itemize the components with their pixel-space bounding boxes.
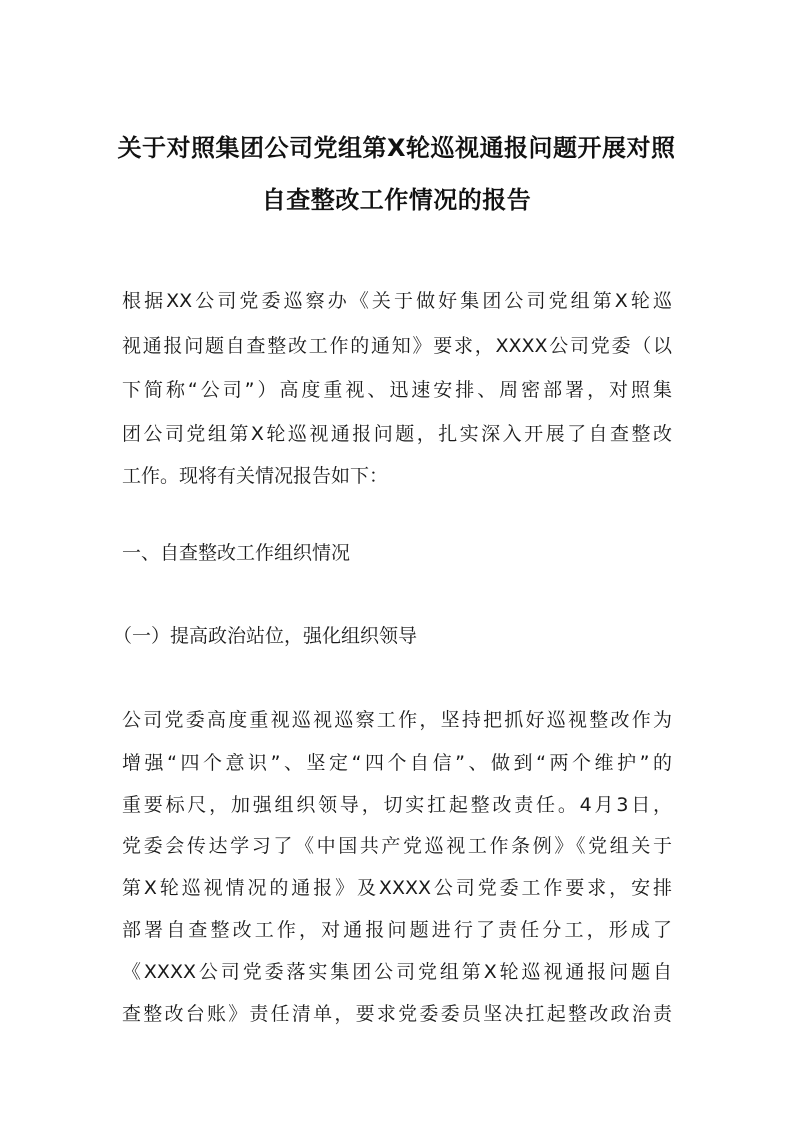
document-title-line-2: 自查整改工作情况的报告 [261, 186, 532, 214]
body-line-6: 部署自查整改工作，对通报问题进行了责任分工，形成了 [122, 919, 672, 941]
body-line-1: 公司党委高度重视巡视巡察工作，坚持把抓好巡视整改作为 [122, 709, 672, 731]
body-line-2: 增强“四个意识”、坚定“四个自信”、做到“两个维护”的 [122, 752, 672, 774]
body-line-7: 《XXXX公司党委落实集团公司党组第X轮巡视通报问题自 [122, 961, 672, 983]
document-title-line-1: 关于对照集团公司党组第X轮巡视通报问题开展对照 [117, 134, 676, 162]
body-line-3: 重要标尺，加强组织领导，切实扛起整改责任。4月3日， [122, 794, 672, 816]
intro-line-5: 工作。现将有关情况报告如下： [122, 465, 389, 487]
body-line-8: 查整改台账》责任清单，要求党委委员坚决扛起整改政治责 [122, 1003, 672, 1025]
intro-line-2: 视通报问题自查整改工作的通知》要求，XXXX公司党委（以 [122, 335, 672, 357]
intro-line-4: 团公司党组第X轮巡视通报问题，扎实深入开展了自查整改 [122, 423, 672, 445]
subsection-heading: （一）提高政治站位，强化组织领导 [113, 625, 418, 647]
intro-line-1: 根据XX公司党委巡察办《关于做好集团公司党组第X轮巡 [122, 290, 672, 312]
intro-line-3: 下简称“公司”）高度重视、迅速安排、周密部署，对照集 [122, 379, 672, 401]
section-heading: 一、自查整改工作组织情况 [122, 542, 351, 564]
body-line-4: 党委会传达学习了《中国共产党巡视工作条例》《党组关于 [122, 835, 672, 857]
body-line-5: 第X轮巡视情况的通报》及XXXX公司党委工作要求，安排 [122, 877, 672, 899]
